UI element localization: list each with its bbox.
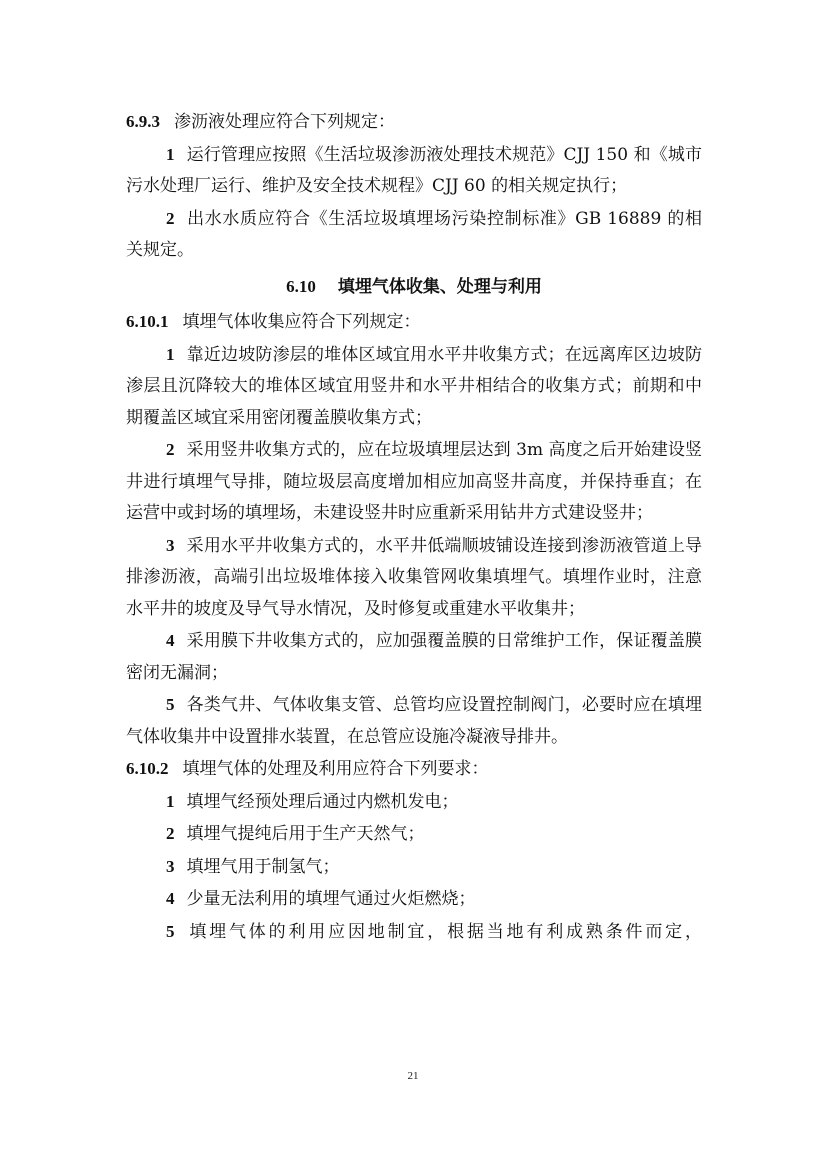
list-item	[126, 786, 702, 819]
item-text: 运行管理应按照《生活垃圾渗沥液处理技术规范》CJJ 150 和《城市污水处理厂运行、维护及安全技术规程》CJJ 60 的相关规定执行；	[126, 144, 702, 196]
item-number: 2	[166, 824, 175, 843]
item-number: 5	[166, 921, 175, 941]
item-number: 3	[166, 856, 175, 876]
clause-title: 填埋气体的处理及利用应符合下列要求：	[182, 759, 489, 779]
item-text: 采用水平井收集方式的，水平井低端顺坡铺设连接到渗沥液管道上导排渗沥液，高端引出垃圾堆体接入收集管网收集填埋气。填埋作业时，注意水平井的坡度及导气导水情况，及时修复或重建水平收集井；	[126, 535, 702, 619]
clause-title: 渗沥液处理应符合下列规定：	[174, 112, 395, 132]
list-item	[126, 139, 702, 203]
item-number: 4	[166, 889, 175, 908]
clause-number: 6.10.2	[126, 759, 169, 778]
item-number: 1	[166, 344, 175, 364]
item-text: 靠近边坡防渗层的堆体区域宜用水平井收集方式；在远离库区边坡防渗层且沉降较大的堆体区域宜用竖井和水平井相结合的收集方式；前期和中期覆盖区域宜采用密闭覆盖膜收集方式；	[126, 344, 702, 428]
list-item	[126, 339, 702, 435]
clause-6-9-3	[126, 106, 702, 139]
item-number: 4	[166, 631, 175, 650]
item-number: 2	[166, 440, 175, 459]
section-heading-6-10	[126, 271, 702, 304]
clause-number: 6.9.3	[126, 112, 160, 131]
item-text: 填埋气用于制氢气；	[186, 856, 340, 877]
list-item	[126, 625, 702, 689]
clause-number: 6.10.1	[126, 312, 169, 331]
item-number: 3	[166, 535, 175, 555]
list-item	[126, 916, 702, 949]
item-number: 5	[166, 695, 175, 714]
item-text: 采用膜下井收集方式的，应加强覆盖膜的日常维护工作，保证覆盖膜密闭无漏洞；	[126, 631, 702, 683]
heading-title: 填埋气体收集、处理与利用	[337, 276, 542, 297]
item-text: 出水水质应符合《生活垃圾填埋场污染控制标准》GB 16889 的相关规定。	[126, 208, 702, 260]
page-number: 21	[407, 1070, 419, 1082]
clause-6-10-1	[126, 306, 702, 339]
list-item	[126, 689, 702, 753]
list-item	[126, 851, 702, 884]
item-number: 1	[166, 144, 175, 164]
heading-number: 6.10	[286, 276, 316, 296]
item-text: 采用竖井收集方式的，应在垃圾填埋层达到 3m 高度之后开始建设竖井进行填埋气导排，随垃圾层高度增加相应加高竖井高度，并保持垂直；在运营中或封场的填埋场，未建设竖井时应重新采用钻井方式建设竖井；	[126, 440, 702, 523]
item-number: 2	[166, 208, 175, 228]
item-text: 填埋气提纯后用于生产天然气；	[186, 824, 425, 844]
item-number: 1	[166, 791, 175, 811]
item-text: 填埋气体的利用应因地制宜，根据当地有利成熟条件而定，	[186, 921, 702, 942]
list-item	[126, 530, 702, 626]
page-content	[126, 106, 702, 948]
list-item	[126, 203, 702, 267]
list-item	[126, 883, 702, 916]
item-text: 填埋气经预处理后通过内燃机发电；	[186, 791, 459, 812]
item-text: 各类气井、气体收集支管、总管均应设置控制阀门，必要时应在填埋气体收集井中设置排水装置，在总管应设施冷凝液导排井。	[126, 695, 702, 747]
list-item	[126, 434, 702, 530]
list-item	[126, 818, 702, 851]
item-text: 少量无法利用的填埋气通过火炬燃烧；	[186, 889, 476, 909]
clause-title: 填埋气体收集应符合下列规定：	[182, 312, 421, 332]
clause-6-10-2	[126, 753, 702, 786]
